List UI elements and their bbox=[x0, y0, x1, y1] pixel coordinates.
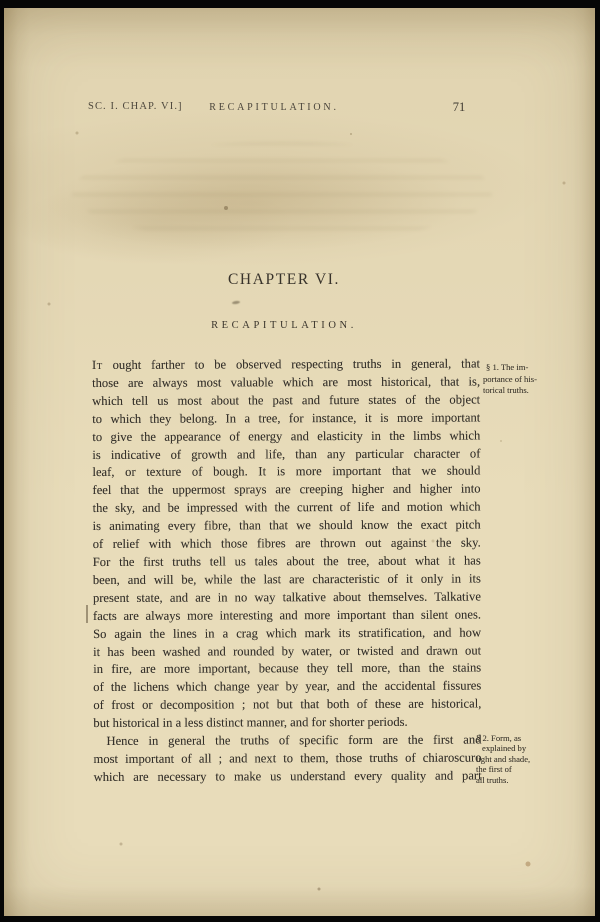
body-text-line: in fire, are more important, because they tell more, than the stains bbox=[93, 660, 482, 677]
running-header-title: RECAPITULATION. bbox=[209, 102, 339, 113]
margin-note-line: light and shade, bbox=[476, 753, 531, 764]
body-text-line: Hence in general the truths of specific form are the first and bbox=[106, 732, 482, 748]
margin-note-line: torical truths. bbox=[483, 385, 529, 396]
margin-note-line: the first of bbox=[476, 764, 512, 775]
body-text-line: facts are always more interesting and more important than silent ones. bbox=[92, 607, 482, 623]
body-text-line: feel that the uppermost sprays are creeping higher and higher into bbox=[92, 481, 481, 498]
small-caps-lead-word: It bbox=[92, 357, 103, 372]
body-text-line: is animating every fibre, than that we should know the exact pitch bbox=[92, 517, 481, 534]
body-text-line: to which they belong. In a tree, for instance, it is more important bbox=[92, 410, 481, 426]
page-number: 71 bbox=[452, 100, 466, 114]
running-header-section: SC. I. CHAP. VI.] bbox=[88, 101, 183, 112]
body-text-line: but historical in a less distinct manner, and for shorter periods. bbox=[93, 714, 408, 731]
body-text-line: it has been washed and rounded by water, or twisted and drawn out bbox=[93, 643, 482, 659]
margin-note-line: explained by bbox=[482, 743, 527, 754]
body-text-line: So again the lines in a crag which mark its stratification, and how bbox=[93, 625, 482, 641]
body-text-line: to give the appearance of energy and elasticity in the limbs which bbox=[92, 428, 481, 444]
margin-note-line: all truths. bbox=[476, 774, 509, 785]
body-text-line: For the first truths tell us tales about the tree, about what it has bbox=[92, 553, 481, 569]
margin-note-2 bbox=[476, 733, 562, 785]
stray-ink-mark bbox=[86, 605, 88, 623]
body-text-line: leaf, or texture of bough. It is more important that we should bbox=[92, 463, 481, 480]
body-text-line: of frost or decomposition ; not but that both of these are historical, bbox=[93, 696, 482, 713]
body-text-line: the sky, and be impressed with the current of life and motion which bbox=[92, 499, 481, 516]
body-text-line: which are necessary to make us understand every quality and part bbox=[93, 768, 482, 784]
chapter-title: CHAPTER VI. bbox=[227, 271, 341, 288]
body-text bbox=[92, 356, 482, 787]
margin-note-1 bbox=[483, 362, 569, 397]
margin-note-line: portance of his- bbox=[483, 373, 537, 384]
body-text-line: present state, and are in no way talkative about themselves. Talkative bbox=[92, 589, 481, 605]
body-text-line: It ought farther to be observed respecting truths in general, that bbox=[92, 356, 481, 372]
body-text-line: of relief with which those fibres are thrown out against the sky. bbox=[92, 535, 481, 552]
body-text-line: been, and will be, while the last are characteristic of it only in its bbox=[92, 571, 481, 587]
body-text-line: most important of all ; and next to them, those truths of chiaroscuro bbox=[93, 750, 482, 766]
body-text-line: is indicative of growth and life, than any particular character of bbox=[92, 446, 481, 462]
foxing-specks bbox=[0, 0, 2, 2]
body-text-line: of the lichens which change year by year, and the accidental fissures bbox=[93, 678, 482, 695]
margin-note-line: § 1. The im- bbox=[486, 362, 529, 372]
margin-note-line: § 2. Form, as bbox=[476, 733, 522, 743]
section-heading: RECAPITULATION. bbox=[211, 320, 357, 331]
body-text-line: which tell us most about the past and future states of the object bbox=[92, 392, 481, 408]
body-text-line: those are always most valuable which are most historical, that is, bbox=[92, 374, 481, 390]
